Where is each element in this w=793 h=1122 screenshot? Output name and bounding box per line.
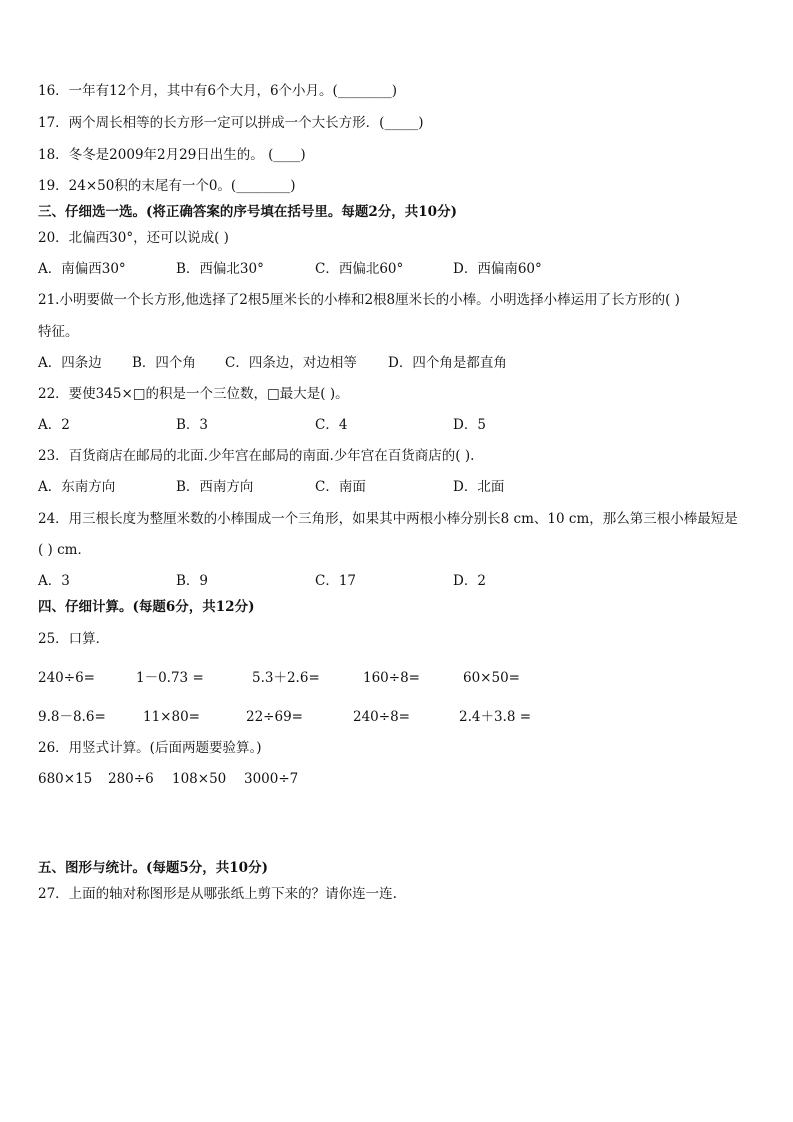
- question-21-line-1: 21.小明要做一个长方形,他选择了2根5厘米长的小棒和2根8厘米长的小棒。小明选择小棒运用了长方形的( ): [38, 292, 680, 308]
- question-20: 20．北偏西30°，还可以说成( ): [38, 230, 229, 246]
- question-24-line-1: 24．用三根长度为整厘米数的小棒围成一个三角形，如果其中两根小棒分别长8 cm、10 cm，那么第三根小棒最短是: [38, 511, 738, 527]
- option-c: C．南面: [315, 479, 366, 495]
- option-d: D．四个角是都直角: [388, 355, 507, 371]
- question-25: 25．口算．: [38, 631, 110, 647]
- option-b: B．西南方向: [176, 479, 254, 495]
- calc-item: 280÷6: [108, 771, 154, 787]
- calc-item: 240÷6=: [38, 670, 95, 686]
- calc-item: 3000÷7: [244, 771, 299, 787]
- option-d: D．5: [453, 417, 486, 433]
- option-b: B．西偏北30°: [176, 261, 264, 277]
- question-23: 23．百货商店在邮局的北面.少年宫在邮局的南面.少年宫在百货商店的( ).: [38, 448, 475, 464]
- option-c: C．四条边，对边相等: [225, 355, 357, 371]
- option-a: A．南偏西30°: [38, 261, 126, 277]
- section-4-heading: 四、仔细计算。(每题6分，共12分): [38, 599, 255, 615]
- calc-item: 160÷8=: [363, 670, 420, 686]
- section-3-heading: 三、仔细选一选。(将正确答案的序号填在括号里。每题2分，共10分): [38, 204, 457, 220]
- option-a: A．四条边: [38, 355, 102, 371]
- calc-item: 5.3＋2.6=: [252, 670, 320, 686]
- calc-item: 240÷8=: [353, 709, 410, 725]
- option-a: A．东南方向: [38, 479, 116, 495]
- calc-item: 22÷69=: [246, 709, 303, 725]
- option-c: C．17: [315, 573, 357, 589]
- option-b: B．3: [176, 417, 209, 433]
- calc-item: 680×15: [38, 771, 93, 787]
- calc-item: 9.8－8.6=: [38, 709, 106, 725]
- question-19: 19．24×50积的末尾有一个0。(________): [38, 178, 296, 194]
- question-16: 16．一年有12个月，其中有6个大月，6个小月。(________): [38, 83, 398, 99]
- option-c: C．4: [315, 417, 348, 433]
- calc-item: 108×50: [172, 771, 227, 787]
- question-18: 18．冬冬是2009年2月29日出生的。 (____): [38, 147, 306, 163]
- option-b: B．9: [176, 573, 209, 589]
- option-d: D．西偏南60°: [453, 261, 542, 277]
- question-22: 22．要使345×□的积是一个三位数，□最大是( )。: [38, 386, 349, 402]
- option-d: D．2: [453, 573, 486, 589]
- question-27: 27．上面的轴对称图形是从哪张纸上剪下来的？请你连一连.: [38, 886, 397, 902]
- question-17: 17．两个周长相等的长方形一定可以拼成一个大长方形．(_____): [38, 115, 424, 131]
- option-c: C．西偏北60°: [315, 261, 404, 277]
- option-a: A．3: [38, 573, 70, 589]
- calc-item: 2.4＋3.8 =: [459, 709, 532, 725]
- option-b: B．四个角: [132, 355, 196, 371]
- section-5-heading: 五、图形与统计。(每题5分，共10分): [38, 860, 268, 876]
- calc-item: 1－0.73 =: [136, 670, 204, 686]
- calc-item: 60×50=: [463, 670, 520, 686]
- option-d: D．北面: [453, 479, 505, 495]
- question-24-line-2: ( ) cm．: [38, 542, 91, 558]
- question-26: 26．用竖式计算。(后面两题要验算。): [38, 740, 262, 756]
- option-a: A．2: [38, 417, 70, 433]
- calc-item: 11×80=: [143, 709, 200, 725]
- question-21-line-2: 特征。: [38, 324, 79, 340]
